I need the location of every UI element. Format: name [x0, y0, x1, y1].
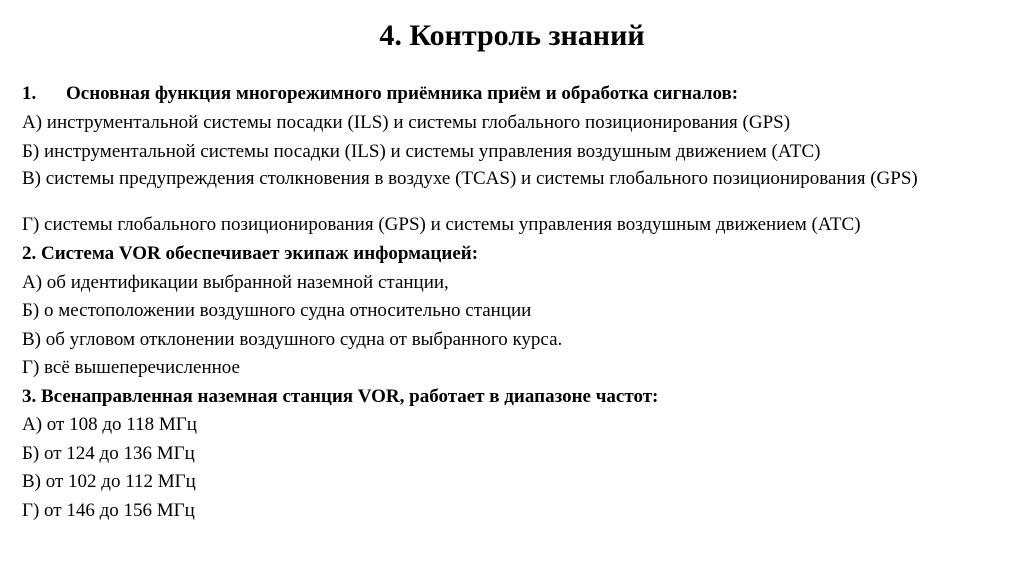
question-3-option-b: Б) от 124 до 136 МГц	[22, 443, 195, 464]
question-2-option-d: Г) всё вышеперечисленное	[22, 357, 240, 378]
question-1-option-c: В) системы предупреждения столкновения в воздухе (TCAS) и системы глобального позиционирования (GPS)	[22, 168, 918, 189]
question-3-option-d: Г) от 146 до 156 МГц	[22, 500, 195, 521]
question-1-text: Основная функция многорежимного приёмника приём и обработка сигналов:	[66, 83, 739, 104]
question-1-number: 1.	[22, 83, 37, 104]
question-3-option-a: А) от 108 до 118 МГц	[22, 414, 197, 435]
question-1	[22, 84, 738, 104]
question-2-option-b: Б) о местоположении воздушного судна относительно станции	[22, 300, 532, 321]
question-1-option-d: Г) системы глобального позиционирования (GPS) и системы управления воздушным движением (АТС)	[22, 214, 861, 235]
question-2: 2. Система VOR обеспечивает экипаж информацией:	[22, 243, 479, 264]
question-1-option-b: Б) инструментальной системы посадки (ILS) и системы управления воздушным движением (АТС)	[22, 141, 821, 162]
question-2-option-a: А) об идентификации выбранной наземной станции,	[22, 272, 449, 293]
question-3: 3. Всенаправленная наземная станция VOR, работает в диапазоне частот:	[22, 386, 659, 407]
question-2-option-c: В) об угловом отклонении воздушного судна от выбранного курса.	[22, 329, 563, 350]
question-1-option-a: А) инструментальной системы посадки (ILS) и системы глобального позиционирования (GPS)	[22, 112, 791, 133]
question-3-option-c: В) от 102 до 112 МГц	[22, 471, 196, 492]
page-title: 4. Контроль знаний	[379, 19, 645, 52]
